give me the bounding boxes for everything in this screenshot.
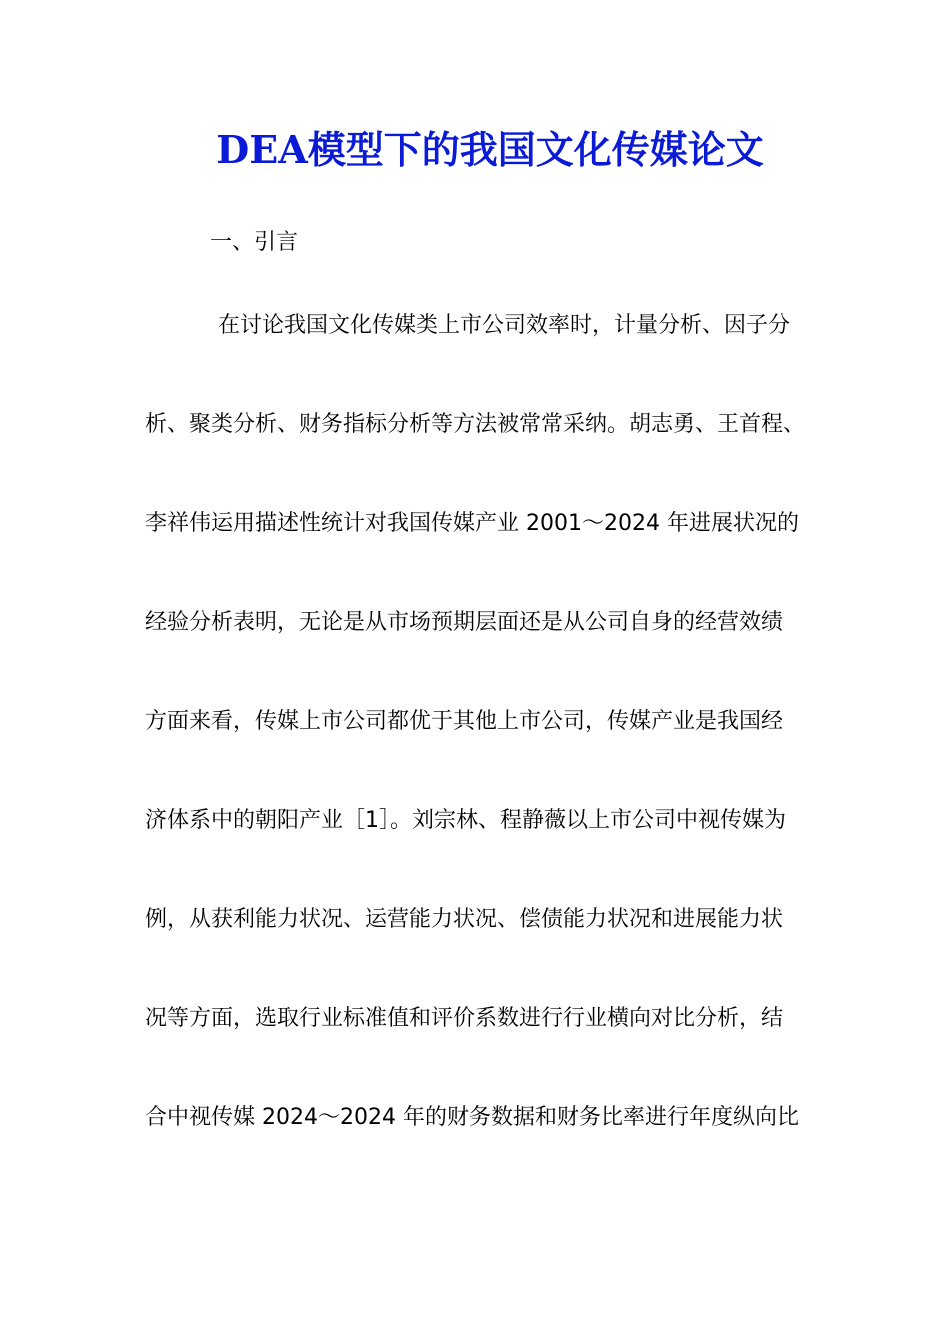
paragraph-line: 在讨论我国文化传媒类上市公司效率时，计量分析、因子分 [218,313,791,338]
paragraph-line: 析、聚类分析、财务指标分析等方法被常常采纳。胡志勇、王首程、 [145,412,806,437]
paragraph-line: 经验分析表明，无论是从市场预期层面还是从公司自身的经营效绩 [145,610,784,635]
paragraph-line: 方面来看，传媒上市公司都优于其他上市公司，传媒产业是我国经 [145,709,784,734]
paragraph-line: 合中视传媒 2024～2024 年的财务数据和财务比率进行年度纵向比 [145,1105,799,1130]
paragraph-line: 况等方面，选取行业标准值和评价系数进行行业横向对比分析，结 [145,1006,784,1031]
paragraph-line: 例，从获利能力状况、运营能力状况、偿债能力状况和进展能力状 [145,907,784,932]
paragraph-line: 李祥伟运用描述性统计对我国传媒产业 2001～2024 年进展状况的 [145,511,799,536]
paragraph-line: 济体系中的朝阳产业［1］。刘宗林、程静薇以上市公司中视传媒为 [145,808,786,833]
document-title: DEA模型下的我国文化传媒论文 [216,127,764,172]
section-heading: 一、引言 [210,230,299,255]
